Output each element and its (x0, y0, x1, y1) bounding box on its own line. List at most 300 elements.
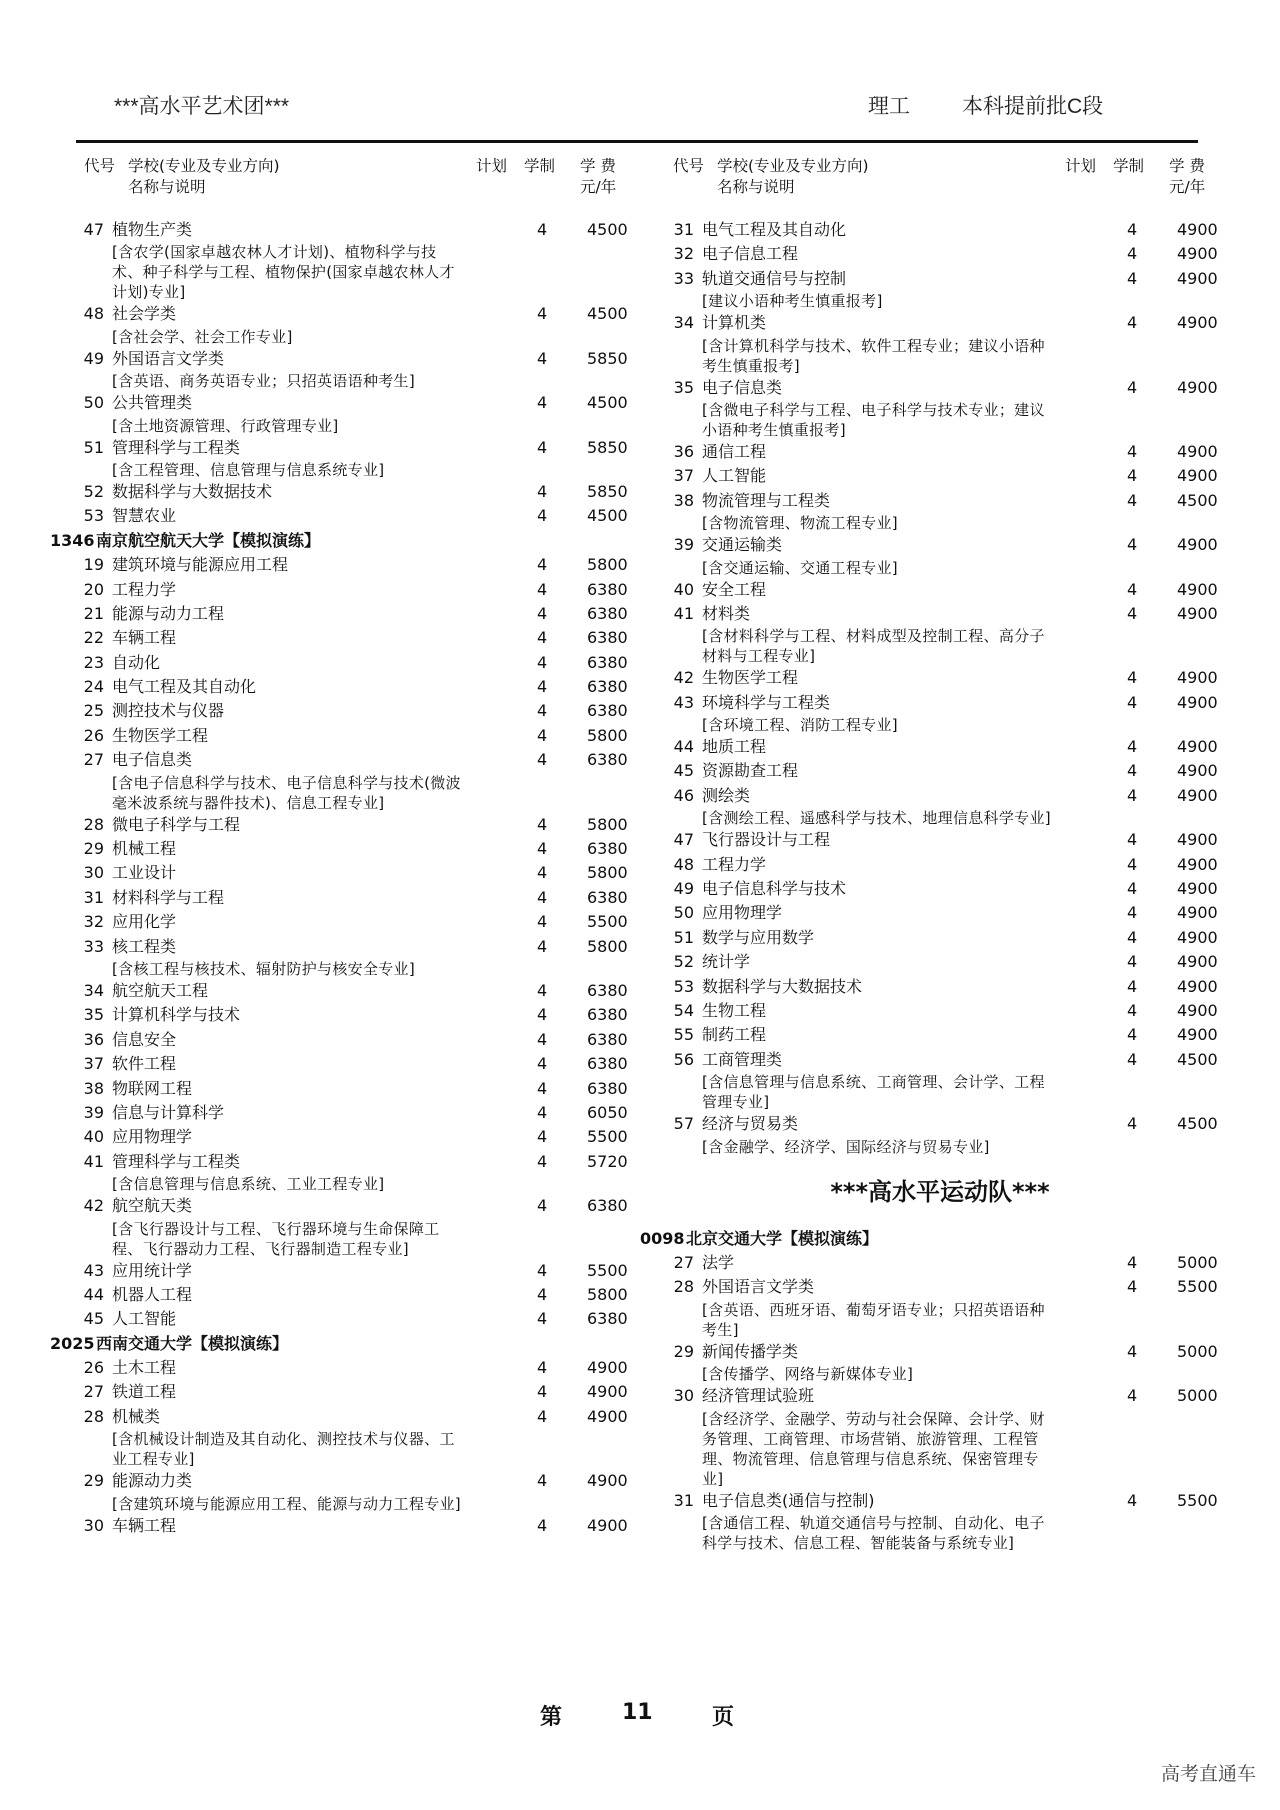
page-suffix: 页 (712, 1705, 735, 1730)
plan-count: 4 (1127, 976, 1138, 996)
plan-count: 4 (1127, 785, 1138, 805)
tuition-fee: 6380 (587, 1029, 628, 1049)
major-name: 自动化 (112, 652, 161, 672)
plan-count: 4 (537, 936, 548, 956)
major-note (60, 327, 640, 347)
plan-count: 4 (1127, 761, 1138, 781)
table-row (650, 950, 1230, 974)
major-name: 植物生产类 (112, 220, 193, 239)
major-note (60, 959, 640, 979)
tuition-fee: 4900 (1177, 377, 1218, 397)
table-row (60, 302, 640, 326)
tuition-fee: 6380 (587, 628, 628, 648)
major-name: 电子信息工程 (702, 244, 799, 264)
plan-count: 4 (1127, 854, 1138, 874)
major-name: 法学 (702, 1252, 735, 1272)
plan-count: 4 (537, 579, 548, 599)
tuition-fee: 4500 (1177, 1114, 1218, 1134)
major-code: 22 (83, 628, 104, 648)
major-code: 24 (83, 677, 104, 697)
table-row (650, 853, 1230, 877)
major-name: 航空航天类 (112, 1196, 193, 1216)
table-row (60, 1101, 640, 1125)
major-name: 管理科学与工程类 (112, 1151, 241, 1171)
plan-count: 4 (1127, 535, 1138, 555)
major-note (60, 371, 640, 391)
table-row (60, 910, 640, 934)
major-name: 应用物理学 (702, 903, 783, 923)
major-name: 人工智能 (702, 466, 767, 486)
plan-count: 4 (537, 603, 548, 623)
table-row (650, 376, 1230, 400)
major-note (650, 715, 1230, 735)
table-row (60, 935, 640, 959)
tuition-fee: 5800 (587, 863, 628, 883)
major-code: 42 (673, 668, 694, 688)
table-row (650, 1112, 1230, 1136)
table-row (650, 926, 1230, 950)
tuition-fee: 4900 (1177, 1000, 1218, 1020)
major-code: 51 (673, 927, 694, 947)
major-name: 资源勘查工程 (702, 761, 799, 781)
plan-count: 4 (537, 348, 548, 368)
major-note (650, 400, 1230, 440)
plan-count: 4 (1127, 441, 1138, 461)
major-name: 信息安全 (112, 1029, 177, 1049)
major-code: 32 (83, 912, 104, 932)
major-code: 28 (83, 1406, 104, 1426)
note-text: [建议小语种考生慎重报考] (702, 292, 883, 311)
plan-count: 4 (1127, 879, 1138, 899)
major-name: 物流管理与工程类 (702, 490, 831, 510)
category-label: 理工 (868, 95, 910, 118)
school-name: 北京交通大学【模拟演练】 (686, 1228, 879, 1248)
tuition-fee: 6380 (587, 652, 628, 672)
tuition-fee: 5800 (587, 725, 628, 745)
table-row (650, 242, 1230, 266)
plan-count: 4 (1127, 466, 1138, 486)
table-row (60, 1380, 640, 1404)
major-note (650, 808, 1230, 828)
major-note (60, 460, 640, 480)
major-note (650, 626, 1230, 666)
tuition-fee: 4900 (1177, 692, 1218, 712)
note-text: [含机械设计制造及其自动化、测控技术与仪器、工业工程专业] (112, 1430, 455, 1469)
major-name: 核工程类 (112, 936, 177, 956)
plan-count: 4 (1127, 1114, 1138, 1134)
major-name: 公共管理类 (112, 393, 193, 413)
col-code: 代号 (84, 157, 116, 175)
major-code: 49 (83, 348, 104, 368)
table-row (60, 1077, 640, 1101)
major-code: 23 (83, 652, 104, 672)
major-code: 27 (83, 750, 104, 770)
major-code: 35 (83, 1005, 104, 1025)
plan-count: 4 (537, 1078, 548, 1098)
table-row (650, 975, 1230, 999)
right-column-header (665, 156, 1225, 202)
major-code: 20 (83, 579, 104, 599)
major-name: 测控技术与仪器 (112, 701, 225, 721)
tuition-fee: 5500 (1177, 1277, 1218, 1297)
major-name: 数据科学与大数据技术 (702, 976, 863, 996)
major-name: 测绘类 (702, 785, 751, 805)
table-row (60, 861, 640, 885)
table-row (650, 828, 1230, 852)
major-name: 工程力学 (702, 854, 767, 874)
major-name: 数据科学与大数据技术 (112, 481, 273, 501)
major-name: 计算机类 (702, 313, 767, 333)
major-code: 46 (673, 785, 694, 805)
major-code: 39 (83, 1102, 104, 1122)
tuition-fee: 6380 (587, 701, 628, 721)
col-school: 学校(专业及专业方向) (128, 157, 280, 175)
tuition-fee: 6380 (587, 1309, 628, 1329)
major-code: 53 (673, 976, 694, 996)
table-row (650, 602, 1230, 626)
table-row (650, 735, 1230, 759)
plan-count: 4 (1127, 927, 1138, 947)
tuition-fee: 4900 (1177, 854, 1218, 874)
tuition-fee: 4900 (1177, 879, 1218, 899)
major-name: 外国语言文学类 (112, 348, 225, 368)
major-name: 管理科学与工程类 (112, 437, 241, 457)
plan-count: 4 (1127, 830, 1138, 850)
major-code: 33 (673, 268, 694, 288)
tuition-fee: 4900 (1177, 668, 1218, 688)
table-row (60, 1469, 640, 1493)
plan-count: 4 (537, 555, 548, 575)
major-code: 47 (673, 830, 694, 850)
tuition-fee: 5850 (587, 481, 628, 501)
major-code: 38 (83, 1078, 104, 1098)
major-note (60, 416, 640, 436)
plan-count: 4 (1127, 1049, 1138, 1069)
tuition-fee: 5850 (587, 437, 628, 457)
tuition-fee: 5720 (587, 1151, 628, 1171)
table-row (60, 436, 640, 460)
major-code: 43 (673, 692, 694, 712)
major-name: 机械工程 (112, 839, 177, 859)
col-school: 学校(专业及专业方向) (717, 157, 869, 175)
tuition-fee: 4900 (1177, 268, 1218, 288)
major-code: 36 (83, 1029, 104, 1049)
tuition-fee: 6380 (587, 887, 628, 907)
tuition-fee: 5500 (587, 912, 628, 932)
major-name: 生物工程 (702, 1000, 767, 1020)
plan-count: 4 (537, 1471, 548, 1491)
school-name: 南京航空航天大学【模拟演练】 (96, 530, 321, 550)
plan-count: 4 (1127, 903, 1138, 923)
major-name: 工业设计 (112, 863, 177, 883)
plan-count: 4 (537, 701, 548, 721)
major-code: 30 (673, 1386, 694, 1406)
table-row (60, 626, 640, 650)
major-name: 外国语言文学类 (702, 1277, 815, 1297)
major-code: 48 (673, 854, 694, 874)
major-note (60, 1219, 640, 1259)
tuition-fee: 4900 (587, 1515, 628, 1535)
major-code: 56 (673, 1049, 694, 1069)
col-fee-unit: 元/年 (580, 178, 617, 196)
table-row (60, 837, 640, 861)
table-row (650, 464, 1230, 488)
major-code: 47 (83, 220, 104, 239)
major-code: 39 (673, 535, 694, 555)
plan-count: 4 (537, 1151, 548, 1171)
major-note (60, 1174, 640, 1194)
table-row (60, 391, 640, 415)
tuition-fee: 5500 (587, 1127, 628, 1147)
major-code: 29 (83, 839, 104, 859)
major-code: 29 (673, 1341, 694, 1361)
major-name: 制药工程 (702, 1025, 767, 1045)
note-text: [含英语、商务英语专业；只招英语语种考生] (112, 372, 416, 391)
major-code: 35 (673, 377, 694, 397)
major-code: 50 (673, 903, 694, 923)
tuition-fee: 4900 (1177, 927, 1218, 947)
major-name: 软件工程 (112, 1054, 177, 1074)
major-code: 57 (673, 1114, 694, 1134)
note-text: [含环境工程、消防工程专业] (702, 716, 898, 735)
major-name: 车辆工程 (112, 1515, 177, 1535)
tuition-fee: 5800 (587, 936, 628, 956)
major-code: 44 (673, 737, 694, 757)
table-row (60, 1405, 640, 1429)
table-row (650, 999, 1230, 1023)
major-name: 交通运输类 (702, 535, 783, 555)
table-row (650, 267, 1230, 291)
plan-count: 4 (537, 887, 548, 907)
tuition-fee: 4900 (1177, 313, 1218, 333)
plan-count: 4 (537, 1196, 548, 1216)
tuition-fee: 4900 (587, 1471, 628, 1491)
major-code: 43 (83, 1260, 104, 1280)
plan-count: 4 (537, 1515, 548, 1535)
plan-count: 4 (1127, 490, 1138, 510)
note-text: [含农学(国家卓越农林人才计划)、植物科学与技术、种子科学与工程、植物保护(国家卓越农林人才计划)专业] (112, 243, 455, 302)
table-row (60, 602, 640, 626)
school-row (50, 529, 640, 553)
school-code: 2025 (50, 1333, 95, 1353)
plan-count: 4 (1127, 579, 1138, 599)
major-name: 环境科学与工程类 (702, 692, 831, 712)
plan-count: 4 (537, 220, 548, 239)
plan-count: 4 (537, 652, 548, 672)
note-text: [含计算机科学与技术、软件工程专业；建议小语种考生慎重报考] (702, 336, 1045, 375)
section-title: ***高水平运动队*** (830, 1177, 1050, 1206)
table-row (60, 651, 640, 675)
note-text: [含交通运输、交通工程专业] (702, 558, 898, 577)
school-name: 西南交通大学【模拟演练】 (96, 1333, 289, 1353)
plan-count: 4 (1127, 244, 1138, 264)
plan-count: 4 (537, 1260, 548, 1280)
plan-count: 4 (537, 1005, 548, 1025)
tuition-fee: 6380 (587, 579, 628, 599)
table-row (60, 553, 640, 577)
tuition-fee: 5000 (1177, 1386, 1218, 1406)
tuition-fee: 6380 (587, 603, 628, 623)
tuition-fee: 5800 (587, 814, 628, 834)
table-row (60, 1125, 640, 1149)
major-code: 33 (83, 936, 104, 956)
major-code: 32 (673, 244, 694, 264)
plan-count: 4 (537, 912, 548, 932)
note-text: [含土地资源管理、行政管理专业] (112, 416, 339, 435)
tuition-fee: 4900 (1177, 903, 1218, 923)
table-row (60, 1356, 640, 1380)
plan-count: 4 (537, 1382, 548, 1402)
tuition-fee: 4900 (1177, 952, 1218, 972)
note-text: [含信息管理与信息系统、工业工程专业] (112, 1175, 385, 1194)
major-note (650, 1364, 1230, 1384)
tuition-fee: 4900 (587, 1358, 628, 1378)
table-row (650, 877, 1230, 901)
plan-count: 4 (537, 677, 548, 697)
major-code: 37 (673, 466, 694, 486)
major-name: 土木工程 (112, 1358, 177, 1378)
major-code: 26 (83, 725, 104, 745)
col-fee-unit: 元/年 (1169, 178, 1206, 196)
tuition-fee: 4900 (1177, 466, 1218, 486)
table-row (650, 1384, 1230, 1408)
note-text: [含建筑环境与能源应用工程、能源与动力工程专业] (112, 1494, 461, 1513)
plan-count: 4 (1127, 268, 1138, 288)
tuition-fee: 5500 (587, 1260, 628, 1280)
plan-count: 4 (537, 393, 548, 413)
table-row (650, 311, 1230, 335)
major-code: 37 (83, 1054, 104, 1074)
major-name: 人工智能 (112, 1309, 177, 1329)
note-text: [含社会学、社会工作专业] (112, 327, 293, 346)
table-row (650, 218, 1230, 242)
plan-count: 4 (1127, 1386, 1138, 1406)
plan-count: 4 (537, 1284, 548, 1304)
table-row (650, 784, 1230, 808)
major-code: 40 (83, 1127, 104, 1147)
tuition-fee: 4500 (587, 393, 628, 413)
batch-label: 本科提前批C段 (962, 95, 1104, 118)
major-name: 应用统计学 (112, 1260, 193, 1280)
tuition-fee: 4900 (1177, 830, 1218, 850)
table-row (650, 901, 1230, 925)
major-name: 铁道工程 (112, 1382, 177, 1402)
table-row (60, 480, 640, 504)
tuition-fee: 6380 (587, 677, 628, 697)
tuition-fee: 4900 (587, 1406, 628, 1426)
major-code: 28 (673, 1277, 694, 1297)
table-row (650, 1489, 1230, 1513)
major-code: 34 (673, 313, 694, 333)
plan-count: 4 (1127, 313, 1138, 333)
note-text: [含信息管理与信息系统、工商管理、会计学、工程管理专业] (702, 1073, 1045, 1112)
table-row (60, 724, 640, 748)
school-row (50, 1332, 640, 1356)
note-text: [含金融学、经济学、国际经济与贸易专业] (702, 1137, 990, 1156)
table-row (60, 1259, 640, 1283)
table-row (60, 1052, 640, 1076)
table-row (650, 1048, 1230, 1072)
watermark: 高考直通车 (1160, 1763, 1256, 1785)
plan-count: 4 (537, 839, 548, 859)
major-code: 50 (83, 393, 104, 413)
page-number: 11 (622, 1700, 653, 1725)
plan-count: 4 (537, 750, 548, 770)
major-code: 31 (83, 887, 104, 907)
plan-count: 4 (1127, 1490, 1138, 1510)
table-row (60, 699, 640, 723)
note-text: [含经济学、金融学、劳动与社会保障、会计学、财务管理、工商管理、市场营销、旅游管理、工程管理、物流管理、信息管理与信息系统、保密管理专业] (702, 1409, 1045, 1488)
major-name: 生物医学工程 (702, 668, 799, 688)
major-name: 电子信息类 (702, 377, 783, 397)
major-note (60, 1494, 640, 1514)
major-name: 物联网工程 (112, 1078, 193, 1098)
col-code: 代号 (673, 157, 705, 175)
table-row (60, 1194, 640, 1218)
major-name: 飞行器设计与工程 (702, 830, 831, 850)
plan-count: 4 (537, 814, 548, 834)
table-row (650, 666, 1230, 690)
major-name: 微电子科学与工程 (112, 814, 241, 834)
page-prefix: 第 (540, 1705, 563, 1730)
table-row (60, 748, 640, 772)
table-row (650, 1275, 1230, 1299)
plan-count: 4 (1127, 1000, 1138, 1020)
major-code: 28 (83, 814, 104, 834)
note-text: [含通信工程、轨道交通信号与控制、自动化、电子科学与技术、信息工程、智能装备与系统专业] (702, 1513, 1045, 1552)
major-name: 电气工程及其自动化 (112, 677, 257, 697)
header-rule (76, 140, 1198, 143)
major-name: 能源与动力工程 (112, 603, 225, 623)
major-code: 19 (83, 555, 104, 575)
major-name: 应用物理学 (112, 1127, 193, 1147)
major-code: 38 (673, 490, 694, 510)
major-name: 机器人工程 (112, 1284, 193, 1304)
school-code: 0098 (640, 1228, 685, 1248)
major-code: 53 (83, 506, 104, 526)
major-code: 34 (83, 980, 104, 1000)
major-code: 21 (83, 603, 104, 623)
major-code: 44 (83, 1284, 104, 1304)
note-text: [含传播学、网络与新媒体专业] (702, 1365, 914, 1384)
major-name: 工程力学 (112, 579, 177, 599)
note-text: [含测绘工程、遥感科学与技术、地理信息科学专业] (702, 809, 1051, 828)
table-row (650, 759, 1230, 783)
major-name: 安全工程 (702, 579, 767, 599)
plan-count: 4 (537, 1102, 548, 1122)
major-note (650, 1137, 1230, 1157)
note-text: [含工程管理、信息管理与信息系统专业] (112, 460, 385, 479)
major-name: 车辆工程 (112, 628, 177, 648)
school-row (640, 1227, 1230, 1251)
plan-count: 4 (537, 863, 548, 883)
major-code: 27 (673, 1252, 694, 1272)
major-code: 31 (673, 220, 694, 239)
major-code: 41 (83, 1151, 104, 1171)
plan-count: 4 (537, 1054, 548, 1074)
table-row (60, 1307, 640, 1331)
plan-count: 4 (1127, 1277, 1138, 1297)
plan-count: 4 (1127, 1252, 1138, 1272)
table-row (60, 1514, 640, 1538)
major-name: 统计学 (702, 952, 751, 972)
major-note (60, 773, 640, 813)
plan-count: 4 (537, 1406, 548, 1426)
major-name: 电子信息科学与技术 (702, 879, 847, 899)
tuition-fee: 4500 (587, 304, 628, 324)
col-fee: 学 费 (580, 157, 616, 175)
plan-count: 4 (537, 1029, 548, 1049)
